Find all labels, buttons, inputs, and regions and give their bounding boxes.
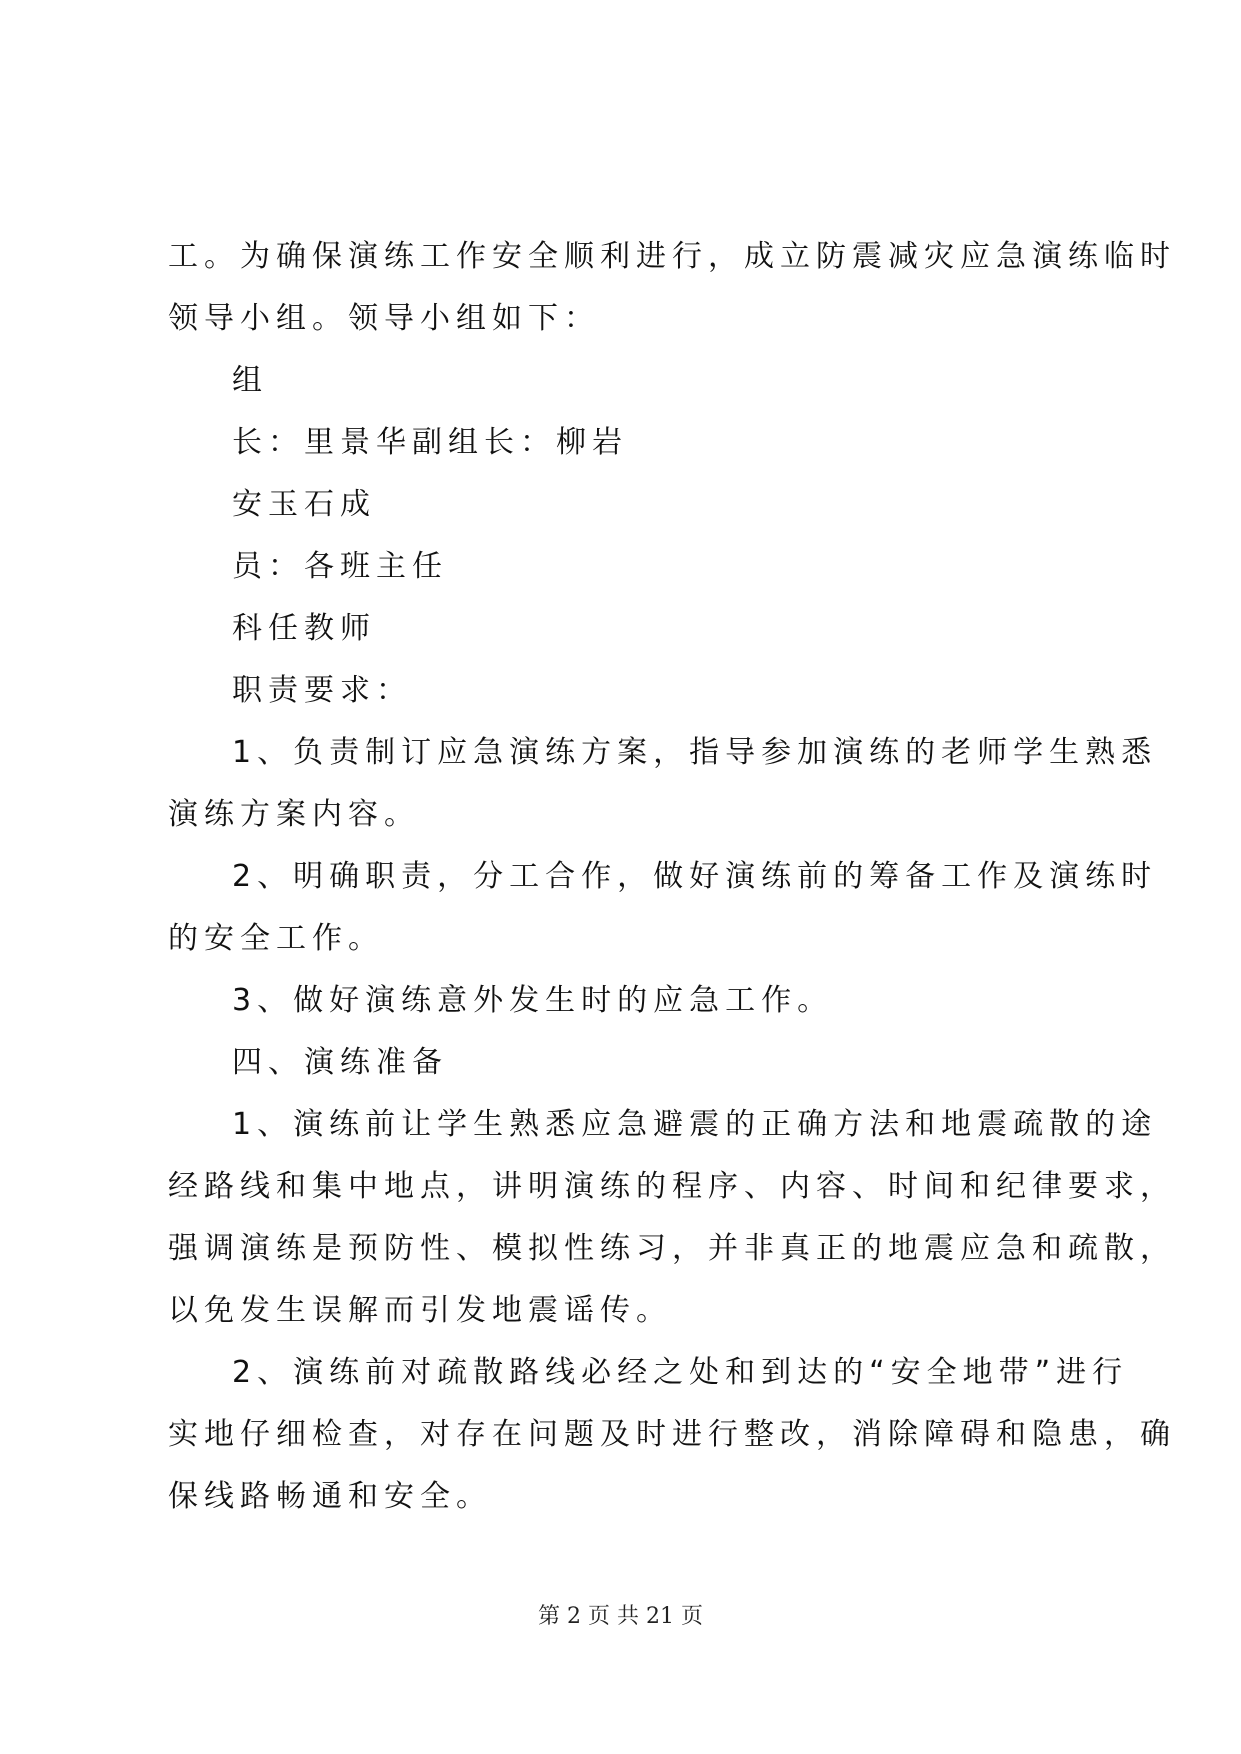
body-line: 实地仔细检查，对存在问题及时进行整改，消除障碍和隐患，确 [168,1417,1176,1452]
body-line: 1、负责制订应急演练方案，指导参加演练的老师学生熟悉 [232,735,1158,770]
body-line: 工。为确保演练工作安全顺利进行，成立防震减灾应急演练临时 [168,239,1176,274]
body-line: 组 [232,363,268,398]
body-line: 1、演练前让学生熟悉应急避震的正确方法和地震疏散的途 [232,1107,1158,1142]
body-line: 2、演练前对疏散路线必经之处和到达的“安全地带”进行 [232,1355,1129,1390]
body-line: 3、做好演练意外发生时的应急工作。 [232,983,834,1018]
body-line: 长：里景华副组长：柳岩 [232,425,628,460]
document-body [168,226,1176,1528]
body-line: 保线路畅通和安全。 [168,1479,492,1514]
section-heading: 四、演练准备 [232,1045,448,1080]
body-line: 科任教师 [232,611,376,646]
body-line: 领导小组。领导小组如下： [168,301,600,336]
body-line: 经路线和集中地点，讲明演练的程序、内容、时间和纪律要求， [168,1169,1176,1204]
body-line: 安玉石成 [232,487,376,522]
body-line: 强调演练是预防性、模拟性练习，并非真正的地震应急和疏散， [168,1231,1176,1266]
body-line: 2、明确职责，分工合作，做好演练前的筹备工作及演练时 [232,859,1158,894]
body-line: 演练方案内容。 [168,797,420,832]
page-number-footer: 第 2 页 共 21 页 [538,1604,703,1629]
body-line: 的安全工作。 [168,921,384,956]
body-line: 以免发生误解而引发地震谣传。 [168,1293,672,1328]
body-line: 员：各班主任 [232,549,448,584]
body-line: 职责要求： [232,673,412,708]
